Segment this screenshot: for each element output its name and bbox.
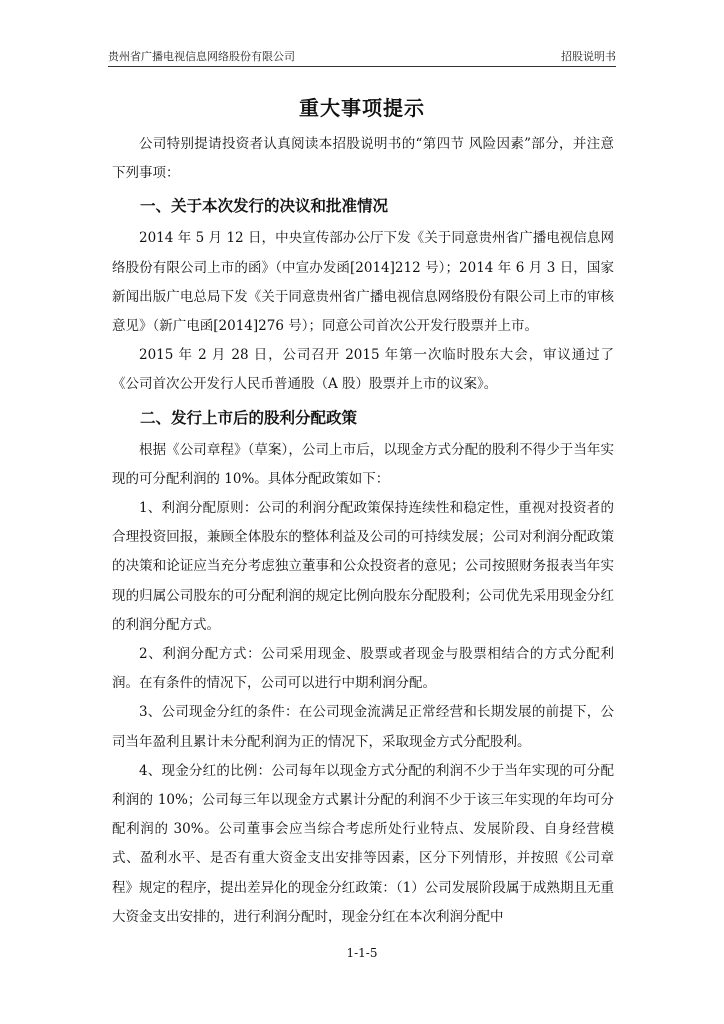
- dividend-paragraph: 根据《公司章程》（草案），公司上市后，以现金方式分配的股利不得少于当年实现的可分配利润的 10%。具体分配政策如下：: [112, 441, 614, 487]
- section-heading-approval: 一、关于本次发行的决议和批准情况: [140, 197, 389, 216]
- header-document-type: 招股说明书: [561, 50, 616, 63]
- dividend-paragraph: 2、利润分配方式：公司采用现金、股票或者现金与股票相结合的方式分配利润。在有条件的情况下，公司可以进行中期利润分配。: [112, 646, 614, 692]
- page-title: 重大事项提示: [299, 96, 425, 120]
- dividend-paragraph: 4、现金分红的比例：公司每年以现金方式分配的利润不少于当年实现的可分配利润的 10%；公司每三年以现金方式累计分配的利润不少于该三年实现的年均可分配利润的 30%。公司董事会应当综合考虑所处行业特点、发展阶段、自身经营模式、盈利水平、是否有重大资金支出安排等因素，区分下列情形，并按照《公司章程》规定的程序，提出差异化的现金分红政策：（1）公司发展阶段属于成熟期且无重大资金支出安排的，进行利润分配时，现金分红在本次利润分配中: [112, 762, 614, 925]
- dividend-paragraph: 3、公司现金分红的条件：在公司现金流满足正常经营和长期发展的前提下，公司当年盈利且累计未分配利润为正的情况下，采取现金方式分配股利。: [112, 704, 614, 750]
- page-number: 1-1-5: [346, 946, 378, 960]
- intro-paragraph: 公司特别提请投资者认真阅读本招股说明书的“第四节 风险因素”部分，并注意下列事项：: [112, 136, 614, 182]
- approval-paragraph: 2015 年 2 月 28 日，公司召开 2015 年第一次临时股东大会，审议通过了《公司首次公开发行人民币普通股（A 股）股票并上市的议案》。: [112, 347, 614, 393]
- section-heading-dividend-policy: 二、发行上市后的股利分配政策: [140, 408, 358, 427]
- header-divider: [108, 66, 616, 67]
- page-header: [108, 48, 616, 64]
- header-company-name: 贵州省广播电视信息网络股份有限公司: [108, 50, 295, 63]
- dividend-paragraph: 1、利润分配原则：公司的利润分配政策保持连续性和稳定性，重视对投资者的合理投资回报，兼顾全体股东的整体利益及公司的可持续发展；公司对利润分配政策的决策和论证应当充分考虑独立董事和公众投资者的意见；公司按照财务报表当年实现的归属公司股东的可分配利润的规定比例向股东分配股利；公司优先采用现金分红的利润分配方式。: [112, 500, 614, 633]
- approval-paragraph: 2014 年 5 月 12 日，中央宣传部办公厅下发《关于同意贵州省广播电视信息网络股份有限公司上市的函》（中宣办发函[2014]212 号）；2014 年 6 月 3 日，国家新闻出版广电总局下发《关于同意贵州省广播电视信息网络股份有限公司上市的审核意见》（新广电函[2014]276 号）；同意公司首次公开发行股票并上市。: [112, 230, 614, 335]
- document-body: [112, 130, 614, 932]
